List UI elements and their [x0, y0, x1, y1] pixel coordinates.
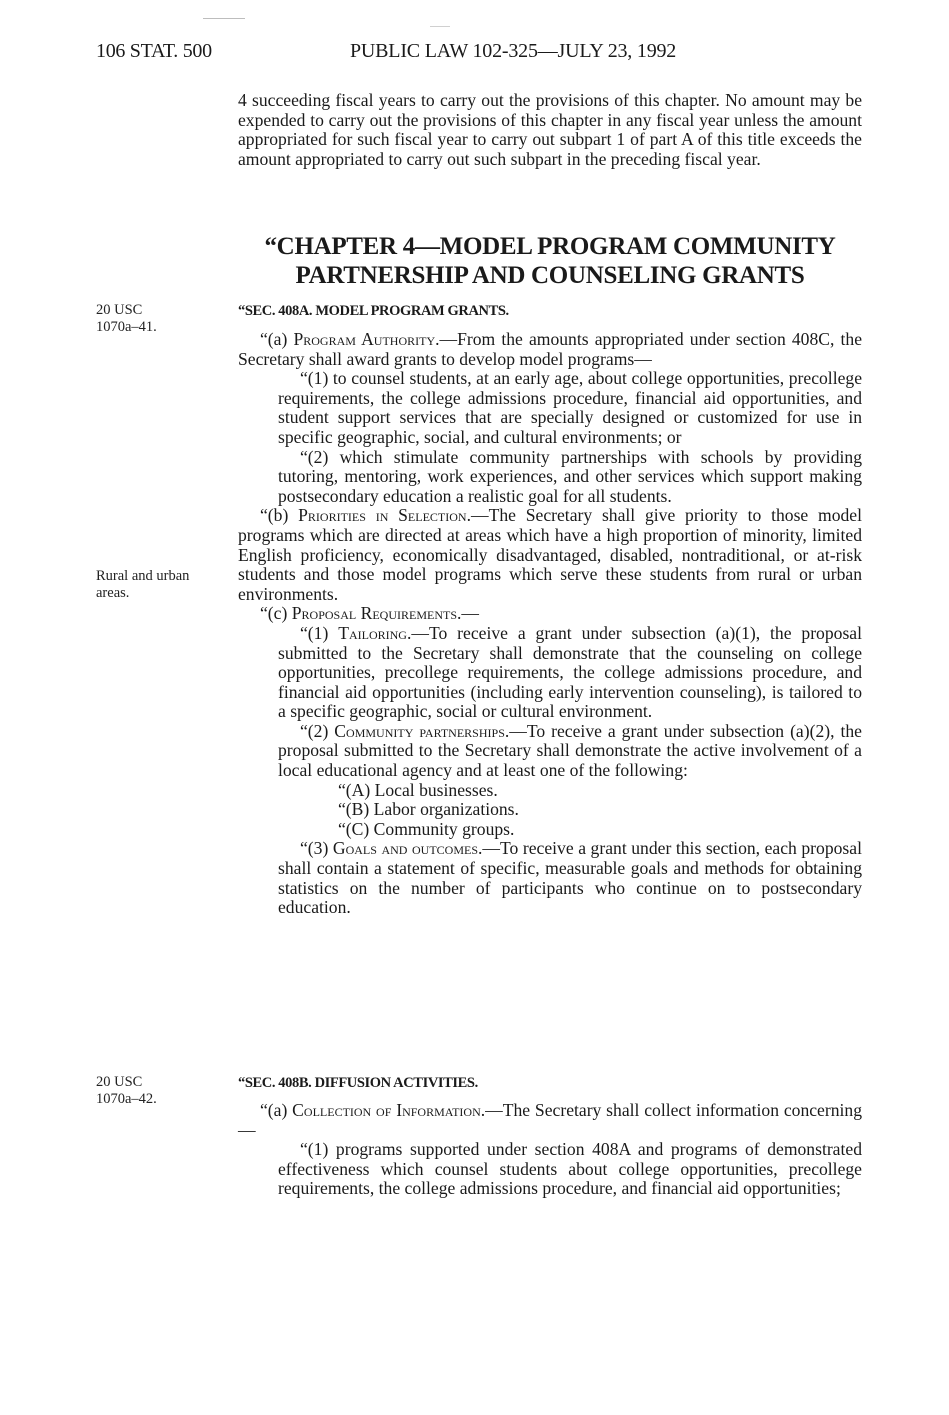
subsection-b-priorities	[238, 506, 862, 604]
subsection-c-proposal-requirements	[238, 604, 862, 624]
para-lead: “(2)	[300, 720, 335, 741]
law-title: PUBLIC LAW 102-325—JULY 23, 1992	[350, 40, 677, 62]
margin-note-line: 1070a–41.	[96, 319, 157, 335]
caption-goals-and-outcomes: Goals and outcomes.	[332, 838, 483, 859]
para-text: —The Secretary shall give priority to those model programs which are directed at areas which have a high proportion of minority, limited English proficiency, economically disadvantaged, disabled, nontraditional, or at-risk students and those model programs which serve these students from rural or urban environments.	[238, 505, 863, 604]
paragraph-408b-a1: “(1) programs supported under section 408A and programs of demonstrated effectiveness which counsel students about college opportunities, precollege requirements, the college admissions procedure, and financial aid opportunities;	[278, 1139, 862, 1199]
chapter-heading	[238, 232, 862, 290]
section-408a-body	[238, 330, 862, 918]
para-lead: “(b)	[260, 505, 299, 526]
paragraph-c1-tailoring	[238, 624, 862, 722]
margin-note-line: 20 USC	[96, 1074, 143, 1090]
para-text: —From the amounts appropriated under section 408C, the Secretary shall award grants to develop model programs—	[238, 329, 862, 369]
para-text: —	[461, 603, 479, 624]
stat-page-number: 106 STAT. 500	[96, 40, 212, 62]
margin-note-line: 1070a–42.	[96, 1091, 157, 1107]
intro-text: 4 succeeding fiscal years to carry out the provisions of this chapter. No amount may be expended to carry out the provisions of this chapter in any fiscal year unless the amount appropriated for such fiscal year to carry out subpart 1 of part A of this title exceeds the amount appropriated to carry out such subpart in the preceding fiscal year.	[238, 90, 862, 169]
section-408b-heading: “SEC. 408B. DIFFUSION ACTIVITIES.	[238, 1075, 478, 1091]
para-lead: “(c)	[260, 603, 292, 624]
list-item-local-businesses: “(A) Local businesses.	[338, 779, 498, 800]
para-text: —To receive a grant under subsection (a)(1), the proposal submitted to the Secretary shall demonstrate that the counseling on college opportunities, precollege requirements, the college admissions procedure, and financial aid opportunities (including early intervention counseling), is tailored to a specific geographic, social or cultural environment.	[278, 622, 862, 722]
para-lead: “(1)	[300, 622, 339, 643]
para-lead: “(a)	[260, 1100, 293, 1120]
scan-mark	[203, 18, 245, 19]
list-item-community-groups: “(C) Community groups.	[338, 818, 515, 839]
paragraph-c2-community-partnerships	[238, 722, 862, 781]
margin-note-usc-42	[96, 1074, 226, 1108]
margin-note-line: areas.	[96, 585, 130, 601]
chapter-heading-line1: “CHAPTER 4—MODEL PROGRAM COMMUNITY	[264, 233, 836, 260]
subsection-a-collection-of-information	[238, 1101, 862, 1140]
intro-paragraph	[238, 91, 862, 169]
paragraph-c3-goals-outcomes	[238, 839, 862, 917]
margin-note-rural-urban	[96, 568, 226, 602]
para-text: —The Secretary shall collect information concerning—	[238, 1100, 863, 1140]
scan-mark	[430, 26, 450, 27]
caption-collection-of-information: Collection of Information.	[292, 1100, 486, 1120]
caption-proposal-requirements: Proposal Requirements.	[291, 603, 462, 624]
section-408b-body	[238, 1101, 862, 1199]
section-408a-heading: “SEC. 408A. MODEL PROGRAM GRANTS.	[238, 303, 509, 319]
margin-note-line: 20 USC	[96, 302, 143, 318]
caption-community-partnerships: Community partnerships.	[334, 720, 510, 741]
paragraph-a2: “(2) which stimulate community partnerships with schools by providing tutoring, mentoring, work experiences, and other services which support making postsecondary education a realistic goal for all students.	[278, 446, 862, 506]
margin-note-line: Rural and urban	[96, 568, 190, 584]
caption-program-authority: Program Authority.	[293, 329, 440, 349]
subsection-a-program-authority	[238, 330, 862, 369]
list-item-labor-organizations: “(B) Labor organizations.	[338, 799, 519, 820]
page-header	[0, 40, 949, 70]
caption-tailoring: Tailoring.	[338, 622, 412, 643]
margin-note-usc-41	[96, 302, 226, 336]
para-lead: “(a)	[260, 329, 294, 349]
para-text: —To receive a grant under this section, each proposal shall contain a statement of specific, measurable goals and methods for obtaining statistics on the number of participants who continue on to postsecondary education.	[278, 838, 862, 918]
caption-priorities-in-selection: Priorities in Selection.	[298, 505, 471, 526]
chapter-heading-line2: PARTNERSHIP AND COUNSELING GRANTS	[295, 262, 805, 289]
para-text: —To receive a grant under subsection (a)(2), the proposal submitted to the Secretary shall demonstrate the active involvement of a local educational agency and at least one of the following:	[278, 720, 862, 781]
paragraph-a1: “(1) to counsel students, at an early age, about college opportunities, precollege requirements, the college admissions procedure, financial aid opportunities, and student support services that are specially designed or customized for use in specific geographic, social, and cultural environments; or	[278, 368, 862, 447]
para-lead: “(3)	[300, 838, 333, 859]
